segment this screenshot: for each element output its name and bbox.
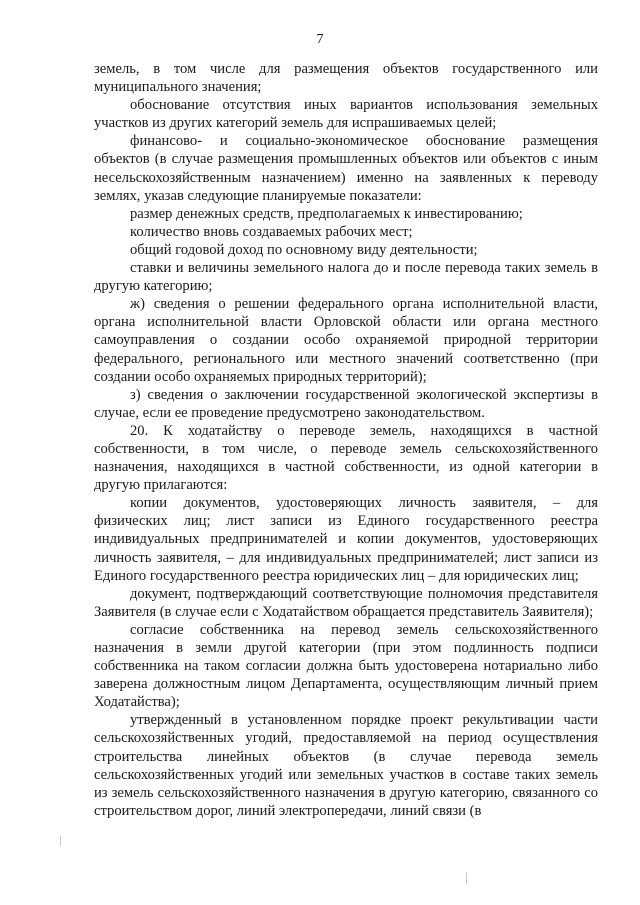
paragraph-14: утвержденный в установленном порядке проект рекультивации части сельскохозяйственных угодий, предоставляемой на период осуществления строительства линейных объектов (в случае перевода земель сельскохозяйственных угодий или земельных участков в составе таких земель из земель сельскохозяйственного назначения в другую категорию, связанного со строительством дорог, линий электропередачи, линий связи (в (94, 712, 598, 819)
paragraph-11: копии документов, удостоверяющих личность заявителя, – для физических лиц; лист записи из Единого государственного реестра индивидуальных предпринимателей и копии документов, удостоверяющих личность заявителя, – для индивидуальных предпринимателей; лист записи из Единого государственного реестра юридических лиц – для юридических лиц; (94, 495, 598, 584)
paragraph-8: ж) сведения о решении федерального органа исполнительной власти, органа исполнительной власти Орловской области или органа местного самоуправления о создании особо охраняемой природной территории федерального, регионального или местного значений соответственно (при создании особо охраняемых природных территорий); (94, 296, 598, 385)
paragraph-1: земель, в том числе для размещения объектов государственного или муниципального значения; (94, 61, 598, 96)
paragraph-5: количество вновь создаваемых рабочих мест; (130, 223, 413, 240)
document-body (94, 60, 598, 820)
paragraph-3: финансово- и социально-экономическое обоснование размещения объектов (в случае размещения промышленных объектов или объектов с иным несельскохозяйственным назначением) именно на заявленных к переводу землях, указав следующие планируемые показатели: (94, 133, 598, 204)
page-number: 7 (316, 32, 324, 47)
scan-artifact-mark (60, 836, 61, 846)
scan-artifact-mark (466, 872, 467, 884)
paragraph-9: з) сведения о заключении государственной экологической экспертизы в случае, если ее проведение предусмотрено законодательством. (94, 386, 598, 421)
paragraph-4: размер денежных средств, предполагаемых к инвестированию; (130, 205, 523, 222)
paragraph-13: согласие собственника на перевод земель сельскохозяйственного назначения в земли другой категории (при этом подлинность подписи собственника на таком согласии должна быть удостоверена нотариально либо заверена должностным лицом Департамента, осуществляющим личный прием Ходатайства); (94, 621, 598, 711)
paragraph-2: обоснование отсутствия иных вариантов использования земельных участков из других категорий земель для испрашиваемых целей; (94, 97, 598, 132)
paragraph-10: 20. К ходатайству о переводе земель, находящихся в частной собственности, в том числе, о переводе земель сельскохозяйственного назначения, находящихся в частной собственности, из одной категории в другую прилагаются: (94, 422, 598, 494)
paragraph-7: ставки и величины земельного налога до и после перевода таких земель в другую категорию; (94, 260, 598, 295)
paragraph-12: документ, подтверждающий соответствующие полномочия представителя Заявителя (в случае если с Ходатайством обращается представитель Заявителя); (94, 585, 598, 620)
paragraph-6: общий годовой доход по основному виду деятельности; (130, 241, 478, 258)
